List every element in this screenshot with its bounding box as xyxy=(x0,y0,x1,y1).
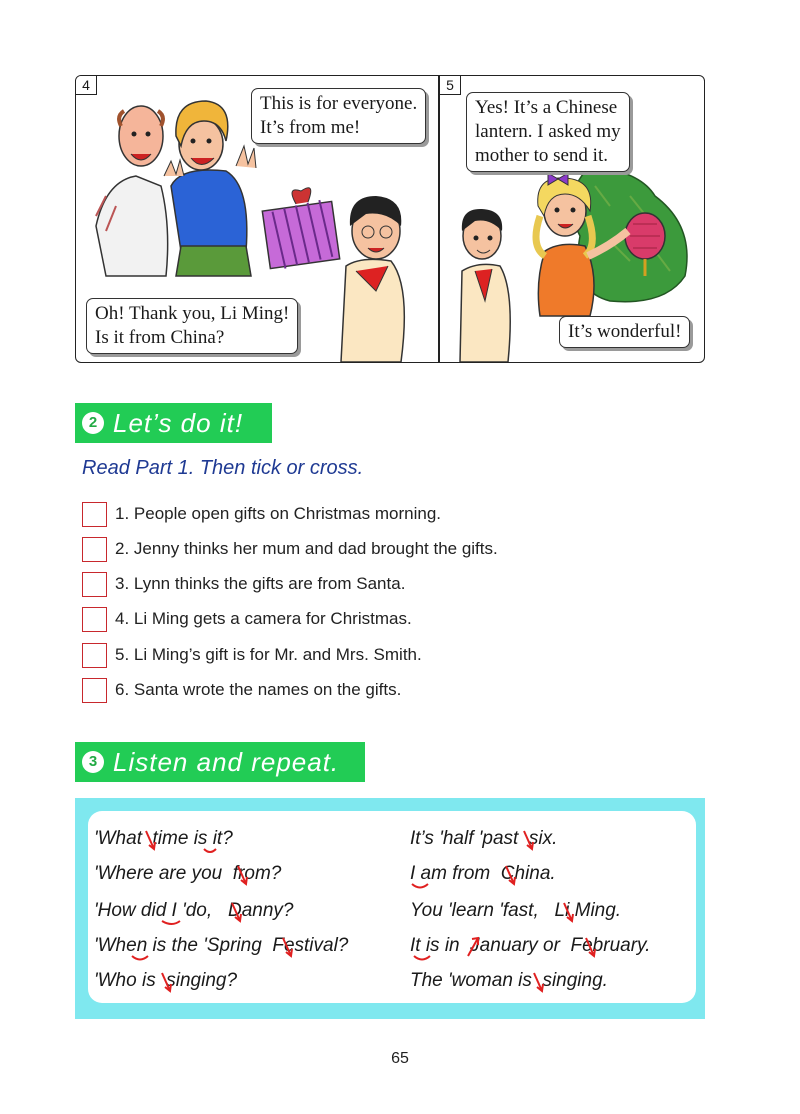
speech-bubble-jenny xyxy=(559,316,690,348)
liaison-mark-icon xyxy=(412,884,428,888)
section-3-number-badge: 3 xyxy=(82,751,104,773)
bubble-line: lantern. I asked my xyxy=(475,121,621,142)
tick-statement: 1. People open gifts on Christmas morning. xyxy=(115,504,442,523)
liaison-mark-icon xyxy=(132,956,148,960)
section-2-number-badge: 2 xyxy=(82,412,104,434)
tick-statement: 4. Li Ming gets a camera for Christmas. xyxy=(115,609,412,628)
tick-item-5 xyxy=(82,641,422,669)
phrase-text: I am from China. xyxy=(410,863,556,884)
bubble-line: Oh! Thank you, Li Ming! xyxy=(95,303,290,324)
tick-checkbox[interactable] xyxy=(82,502,107,527)
panel-4-number: 4 xyxy=(76,76,97,95)
phrase-text: It’s 'half 'past six. xyxy=(410,828,558,849)
tick-checkbox[interactable] xyxy=(82,537,107,562)
phrase-text: 'Where are you from? xyxy=(94,863,282,884)
phrase-text: It is in January or February. xyxy=(410,935,651,956)
section-2-title: Let’s do it! xyxy=(113,407,244,438)
bubble-line: Yes! It’s a Chinese xyxy=(475,97,618,118)
liaison-mark-icon xyxy=(204,849,216,852)
intonation-marks xyxy=(88,811,696,1003)
section-3-title: Listen and repeat. xyxy=(113,746,340,777)
panel-5-number: 5 xyxy=(440,76,461,95)
speech-bubble-li-ming-lantern xyxy=(466,92,630,172)
tick-statement: 2. Jenny thinks her mum and dad brought the gifts. xyxy=(115,539,498,558)
tick-checkbox[interactable] xyxy=(82,643,107,668)
speech-bubble-li-ming xyxy=(251,88,426,144)
woman-figure xyxy=(164,101,256,276)
bubble-line: It’s wonderful! xyxy=(568,321,682,342)
section-2-header xyxy=(75,403,272,443)
liaison-mark-icon xyxy=(414,956,430,960)
page-number: 65 xyxy=(391,1050,409,1067)
gift-box-icon xyxy=(262,188,339,269)
boy-figure xyxy=(460,209,510,362)
tick-statement: 6. Santa wrote the names on the gifts. xyxy=(115,680,402,699)
bubble-line: It’s from me! xyxy=(260,117,361,138)
phrase-text: 'Who is singing? xyxy=(94,970,238,991)
bubble-line: Is it from China? xyxy=(95,327,225,348)
phrase-text: You 'learn 'fast, Li Ming. xyxy=(410,900,622,921)
tick-item-6 xyxy=(82,676,401,704)
tick-checkbox[interactable] xyxy=(82,572,107,597)
phrase-text: 'How did I 'do, Danny? xyxy=(94,900,294,921)
tick-statement: 3. Lynn thinks the gifts are from Santa. xyxy=(115,574,406,593)
phrase-text: 'What time is it? xyxy=(94,828,233,849)
tick-statement: 5. Li Ming’s gift is for Mr. and Mrs. Smith. xyxy=(115,645,422,664)
rising-arrow-icon xyxy=(468,938,478,956)
tick-item-2 xyxy=(82,535,498,563)
boy-figure xyxy=(341,196,404,362)
phrase-text: 'When is the 'Spring Festival? xyxy=(94,935,349,956)
tick-item-1 xyxy=(82,500,441,528)
phrase-text: The 'woman is singing. xyxy=(410,970,608,991)
section-2-instruction: Read Part 1. Then tick or cross. xyxy=(82,457,364,479)
bubble-line: mother to send it. xyxy=(475,145,608,166)
tick-item-3 xyxy=(82,570,405,598)
tick-checkbox[interactable] xyxy=(82,607,107,632)
comic-strip xyxy=(75,75,705,363)
speech-bubble-mrs-smith xyxy=(86,298,298,354)
listen-repeat-panel xyxy=(88,811,696,1003)
section-3-header xyxy=(75,742,365,782)
man-figure xyxy=(96,106,168,276)
tick-item-4 xyxy=(82,605,412,633)
tick-checkbox[interactable] xyxy=(82,678,107,703)
listen-repeat-frame xyxy=(75,798,705,1019)
bubble-line: This is for everyone. xyxy=(260,93,418,114)
liaison-mark-icon xyxy=(162,921,180,924)
